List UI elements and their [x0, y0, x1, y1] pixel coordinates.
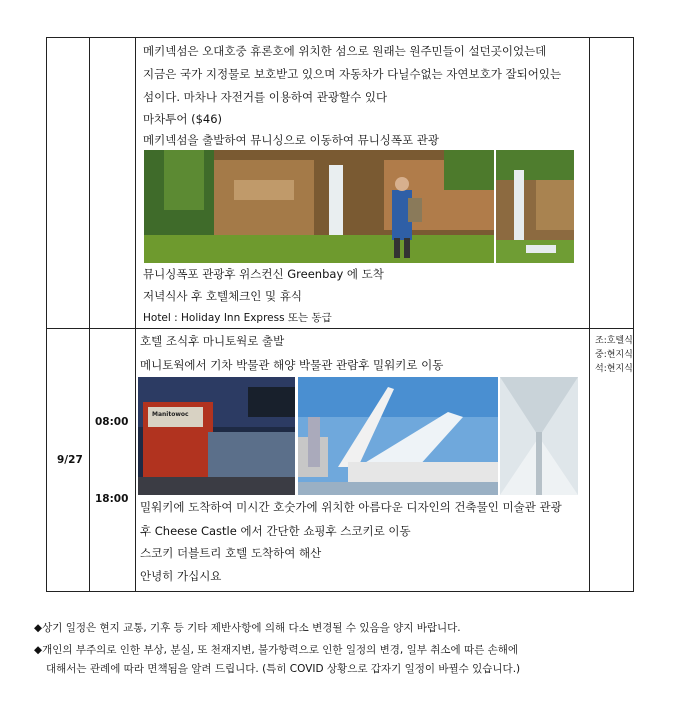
- day2-line-5: 스코키 더블트리 호텔 도착하여 해산: [140, 546, 322, 560]
- time-0800: 08:00: [95, 416, 129, 428]
- milwaukee-art-museum-photo: [298, 377, 498, 495]
- day1-line-2: 지금은 국가 지정물로 보호받고 있으며 자동차가 다닐수없는 자연보호가 잘되어있는: [143, 67, 562, 81]
- day1-line-3: 섬이다. 마차나 자전거를 이용하여 관광할수 있다: [143, 90, 388, 104]
- meal-dinner: 석:현지식: [595, 364, 633, 374]
- time-1800: 18:00: [95, 493, 129, 505]
- munising-falls-photo: [144, 150, 494, 263]
- day1-line-1: 메키넥섬은 오대호중 휴론호에 위치한 섬으로 원래는 원주민들이 설던곳이었는데: [143, 44, 547, 58]
- day1-line-5: 메키넥섬을 출발하여 뮤니싱으로 이동하여 뮤니싱폭포 관광: [143, 133, 439, 147]
- museum-interior-photo: [500, 377, 578, 495]
- note-1: ◆상기 일정은 현지 교통, 기후 등 기타 제반사항에 의해 다소 변경될 수 있음을 양지 바랍니다.: [34, 622, 461, 634]
- day1-line-6: 뮤니싱폭포 관광후 위스컨신 Greenbay 에 도착: [143, 267, 384, 281]
- note-3: 대해서는 관례에 따라 면책됨을 알려 드립니다. (특히 COVID 상황으로 갑자기 일정이 바뀔수 있습니다.): [46, 663, 521, 675]
- row-divider: [47, 328, 633, 329]
- day2-line-1: 호텔 조식후 마니토웍로 출발: [140, 334, 285, 348]
- manitowoc-museum-photo: [138, 377, 295, 495]
- itinerary-table: [46, 37, 634, 592]
- day1-line-4: 마차투어 ($46): [143, 112, 223, 126]
- day2-line-3: 밀워키에 도착하여 미시간 호숫가에 위치한 아름다운 디자인의 건축물인 미술관 관광: [140, 500, 562, 514]
- note-2: ◆개인의 부주의로 인한 부상, 분실, 또 천재지변, 불가항력으로 인한 일정의 변경, 일부 취소에 따른 손해에: [34, 644, 519, 656]
- day2-line-4: 후 Cheese Castle 에서 간단한 쇼핑후 스코키로 이동: [140, 524, 411, 538]
- meal-lunch: 중:현지식: [595, 350, 633, 360]
- day2-line-2: 메니토웍에서 기차 박물관 해양 박물관 관람후 밀워키로 이동: [140, 358, 444, 372]
- day1-line-7: 저녁식사 후 호텔체크인 및 휴식: [143, 289, 303, 303]
- column-divider-2: [135, 38, 136, 591]
- day2-line-6: 안녕히 가십시요: [140, 569, 222, 583]
- manitowoc-sign-text: Manitowoc: [152, 411, 189, 418]
- day2-date: 9/27: [57, 454, 83, 466]
- waterfall-photo-2: [496, 150, 574, 263]
- meal-breakfast: 조:호텔식: [595, 336, 633, 346]
- column-divider-3: [589, 38, 590, 591]
- hotel-line: Hotel : Holiday Inn Express 또는 동급: [143, 312, 332, 324]
- column-divider-1: [89, 38, 90, 591]
